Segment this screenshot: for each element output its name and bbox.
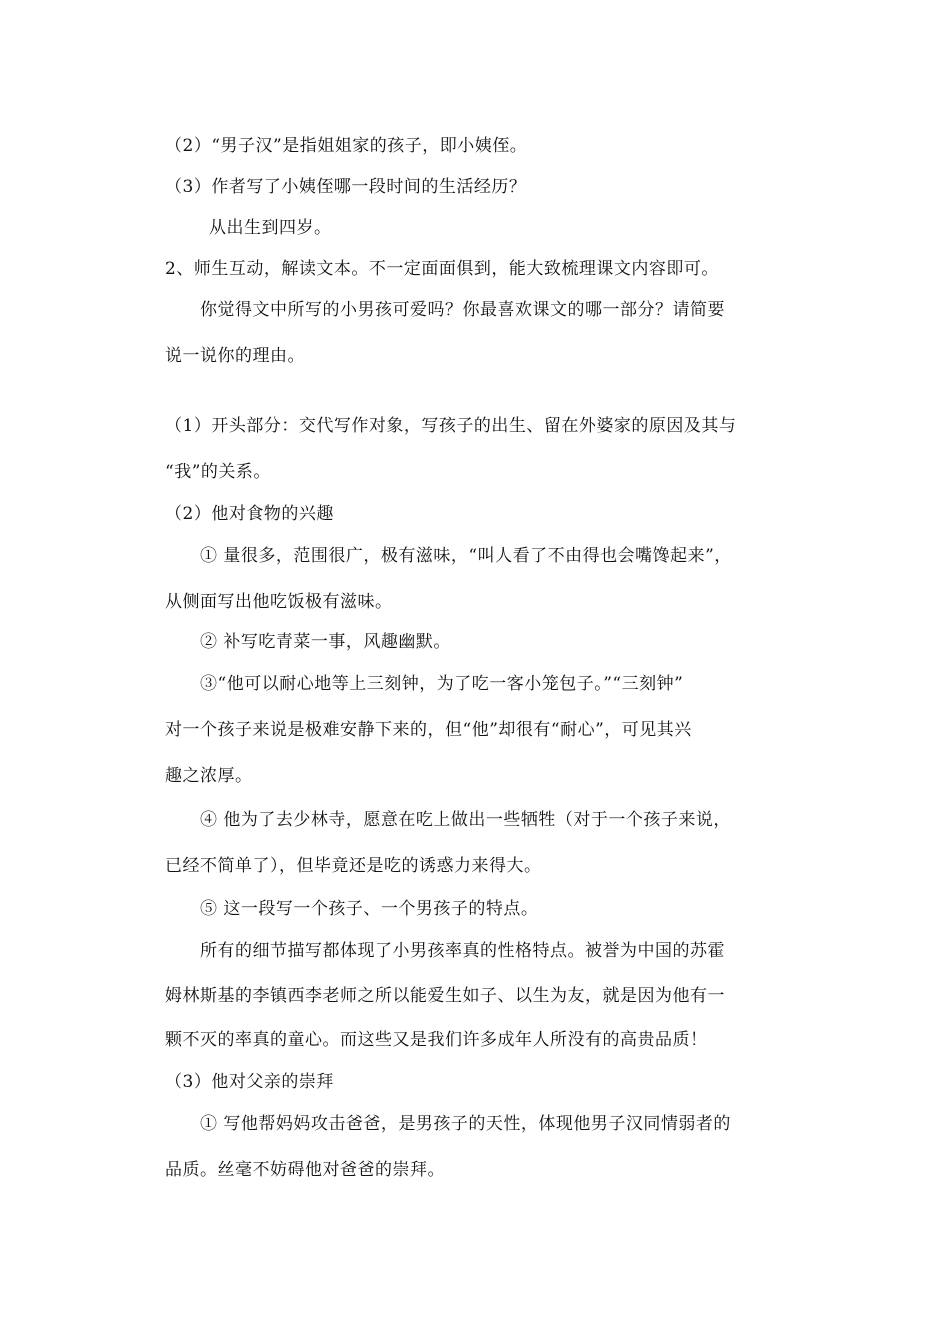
text-line: ① 量很多，范围很广，极有滋味，“叫人看了不由得也会嘴馋起来”， xyxy=(200,546,732,566)
text-line: 2、师生互动，解读文本。不一定面面俱到，能大致梳理课文内容即可。 xyxy=(165,259,719,279)
text-line: 从侧面写出他吃饭极有滋味。 xyxy=(165,592,393,612)
text-line: 趣之浓厚。 xyxy=(165,766,253,786)
text-line: 所有的细节描写都体现了小男孩率真的性格特点。被誉为中国的苏霍 xyxy=(200,941,725,961)
text-line: ② 补写吃青菜一事，风趣幽默。 xyxy=(200,632,451,652)
text-line: 对一个孩子来说是极难安静下来的，但“他”却很有“耐心”，可见其兴 xyxy=(165,720,692,740)
text-line: “我”的关系。 xyxy=(165,462,271,482)
text-line: （3）他对父亲的崇拜 xyxy=(165,1072,334,1092)
text-line: ① 写他帮妈妈攻击爸爸，是男孩子的天性，体现他男子汉同情弱者的 xyxy=(200,1114,731,1134)
text-line: （2）“男子汉”是指姐姐家的孩子，即小姨侄。 xyxy=(165,136,528,156)
text-line: 从出生到四岁。 xyxy=(209,218,332,238)
text-line: 你觉得文中所写的小男孩可爱吗？你最喜欢课文的哪一部分？请简要 xyxy=(200,300,725,320)
text-line: ④ 他为了去少林寺，愿意在吃上做出一些牺牲（对于一个孩子来说， xyxy=(200,810,731,830)
text-line: 颗不灭的率真的童心。而这些又是我们许多成年人所没有的高贵品质！ xyxy=(165,1030,708,1050)
text-line: 已经不简单了），但毕竟还是吃的诱惑力来得大。 xyxy=(165,856,542,876)
text-line: 品质。丝毫不妨碍他对爸爸的崇拜。 xyxy=(165,1160,445,1180)
text-line: （1）开头部分：交代写作对象，写孩子的出生、留在外婆家的原因及其与 xyxy=(165,416,737,436)
text-line: （2）他对食物的兴趣 xyxy=(165,504,334,524)
text-line: 姆林斯基的李镇西李老师之所以能爱生如子、以生为友，就是因为他有一 xyxy=(165,986,725,1006)
text-line: ⑤ 这一段写一个孩子、一个男孩子的特点。 xyxy=(200,899,539,919)
text-line: （3）作者写了小姨侄哪一段时间的生活经历？ xyxy=(165,177,527,197)
text-line: 说一说你的理由。 xyxy=(165,346,305,366)
text-line: ③“他可以耐心地等上三刻钟，为了吃一客小笼包子。”“三刻钟” xyxy=(200,674,684,694)
